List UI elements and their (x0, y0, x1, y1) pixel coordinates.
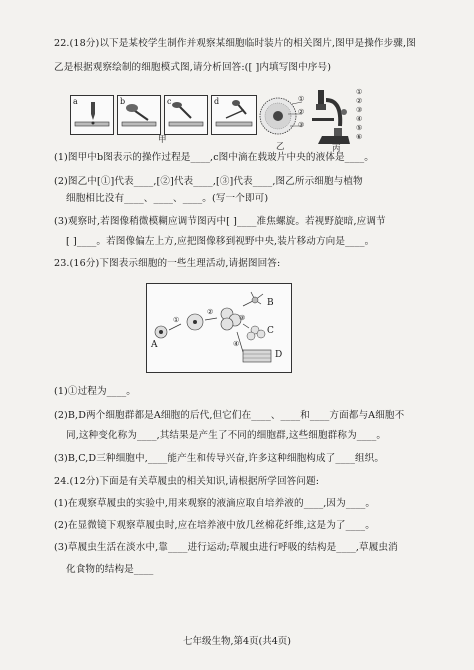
page-footer: 七年级生物,第4页(共4页) (182, 636, 292, 647)
cell-label-2: ② (298, 108, 305, 116)
diagram-step-2: ② (207, 308, 214, 316)
q23-sub3: (3)B,C,D三种细胞中,____能产生和传导兴奋,许多这种细胞构成了____组织。 (54, 453, 385, 464)
q22-sub3b: [ ]____。若图像偏左上方,应把图像移到视野中央,装片移动方向是____。 (66, 236, 375, 247)
figure-yi (258, 92, 308, 152)
q22-sub2b: 细胞相比没有____、____、____。(写一个即可) (66, 193, 269, 204)
figure-jia-caption: 甲 (158, 135, 167, 145)
figure-yi-caption: 乙 (276, 142, 285, 152)
diagram-step-3: ③ (239, 314, 246, 322)
q24-sub3a: (3)草履虫生活在淡水中,靠____进行运动;草履虫进行呼吸的结构是____,草履虫消 (54, 542, 398, 553)
scope-label-1: ① (356, 88, 363, 96)
scope-label-3: ③ (356, 106, 363, 114)
q24-line1: 24.(12分)下面是有关草履虫的相关知识,请根据所学回答问题: (54, 476, 320, 487)
step-a-label: a (73, 97, 78, 106)
q23-sub2b: 同,这种变化称为____,其结果是产生了不同的细胞群,这些细胞群称为____。 (66, 430, 387, 441)
step-c-label: c (167, 97, 172, 106)
diagram-step-4: ④ (233, 340, 240, 348)
diagram-label-B: B (267, 298, 274, 308)
q23-line1: 23.(16分)下图表示细胞的一些生理活动,请据图回答: (54, 258, 281, 269)
diagram-label-D: D (275, 350, 283, 360)
q23-sub2a: (2)B,D两个细胞群都是A细胞的后代,但它们在____、____和____方面都与A细胞不 (54, 410, 405, 421)
figure-jia (70, 95, 260, 145)
q24-sub3b: 化食物的结构是____ (66, 564, 154, 575)
diagram-label-A: A (151, 340, 158, 350)
figure-bing-caption: 丙 (332, 144, 341, 154)
q24-sub2: (2)在显微镜下观察草履虫时,应在培养液中放几丝棉花纤维,这是为了____。 (54, 520, 375, 531)
q22-sub1: (1)图甲中b图表示的操作过程是____,c图中滴在载玻片中央的液体是____。 (54, 152, 374, 163)
diagram-step-1: ① (173, 316, 180, 324)
q23-sub1: (1)①过程为____。 (54, 386, 136, 397)
step-d-panel (211, 95, 257, 135)
step-a-panel (70, 95, 114, 135)
cell-label-3: ③ (298, 121, 305, 129)
scope-label-2: ② (356, 97, 363, 105)
scope-label-6: ⑥ (356, 133, 363, 141)
q22-line1: 22.(18分)以下是某校学生制作并观察某细胞临时装片的相关图片,图甲是操作步骤,图 (54, 38, 416, 49)
scope-label-5: ⑤ (356, 124, 363, 132)
figure-cell-activity (146, 283, 292, 373)
step-b-label: b (120, 97, 126, 106)
step-b-panel (117, 95, 161, 135)
step-d-label: d (214, 97, 220, 106)
diagram-label-C: C (267, 326, 274, 336)
cell-label-1: ① (298, 95, 305, 103)
scope-label-4: ④ (356, 115, 363, 123)
figure-bing (308, 86, 364, 152)
step-c-panel (164, 95, 208, 135)
q22-sub2a: (2)图乙中[①]代表____,[②]代表____,[③]代表____,图乙所示细胞与植物 (54, 176, 363, 187)
q24-sub1: (1)在观察草履虫的实验中,用来观察的液滴应取自培养液的____,因为____。 (54, 498, 376, 509)
q22-sub3a: (3)观察时,若图像稍微模糊应调节图丙中[ ]____准焦螺旋。若视野旋暗,应调节 (54, 216, 386, 227)
q22-line2: 乙是根据观察绘制的细胞模式图,请分析回答:([ ]内填写图中序号) (54, 62, 332, 73)
